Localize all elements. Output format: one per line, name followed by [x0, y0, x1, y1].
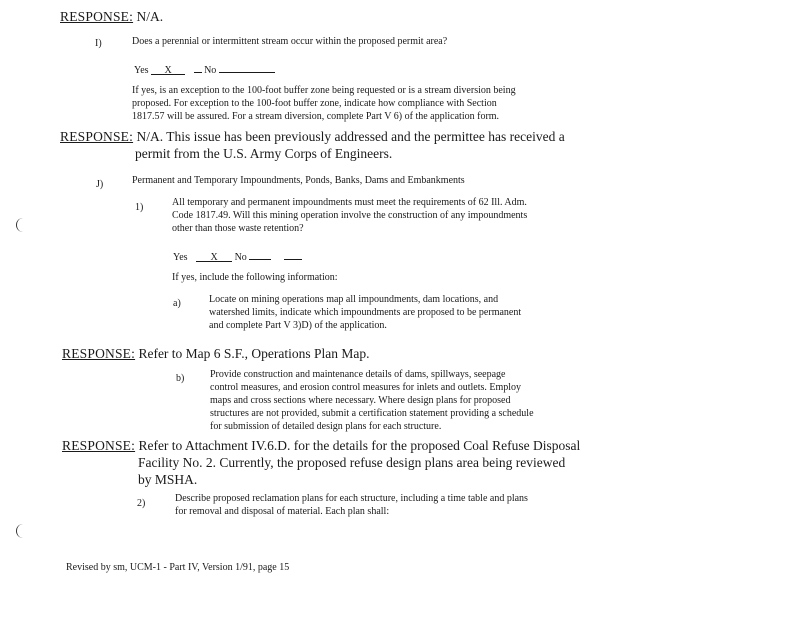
- response-line: permit from the U.S. Army Corps of Engineers.: [135, 146, 393, 161]
- response-2: [60, 128, 565, 162]
- text-line: and complete Part V 3)D) of the application.: [209, 320, 387, 331]
- response-1: [60, 8, 163, 25]
- no-label: No: [204, 65, 217, 76]
- gap-blank: [194, 62, 202, 73]
- item-j1-ifyes: If yes, include the following information:: [172, 272, 338, 283]
- text-line: for removal and disposal of material. Each plan shall:: [175, 506, 390, 517]
- item-a-text: [209, 293, 521, 332]
- yes-blank: [196, 251, 232, 262]
- no-blank-2: [284, 249, 302, 260]
- note-line: If yes, is an exception to the 100-foot buffer zone being requested or is a stream diversion being: [132, 85, 516, 96]
- yes-label: Yes: [134, 65, 149, 76]
- response-line: Facility No. 2. Currently, the proposed refuse design plans area being reviewed: [138, 455, 566, 470]
- punch-hole-mark: [16, 218, 27, 232]
- item-b-text: [210, 368, 534, 433]
- response-line: Refer to Attachment IV.6.D. for the details for the proposed Coal Refuse Disposal: [138, 438, 581, 453]
- text-line: watershed limits, indicate which impoundments are proposed to be permanent: [209, 307, 522, 318]
- text-line: All temporary and permanent impoundments must meet the requirements of 62 Ill. Adm.: [172, 197, 527, 208]
- no-label: No: [234, 252, 247, 263]
- punch-hole-mark: [16, 524, 27, 538]
- response-label: RESPONSE:: [62, 346, 136, 361]
- text-line: for submission of detailed design plans for each structure.: [210, 421, 442, 432]
- item-j1-number: 1): [135, 202, 144, 213]
- note-line: proposed. For exception to the 100-foot buffer zone, indicate how compliance with Section: [132, 98, 497, 109]
- item-2-text: [175, 492, 528, 518]
- response-text: Refer to Map 6 S.F., Operations Plan Map.: [138, 346, 370, 361]
- text-line: Code 1817.49. Will this mining operation involve the construction of any impoundments: [172, 210, 528, 221]
- text-line: structures are not provided, submit a certification statement providing a schedule: [210, 408, 534, 419]
- response-text: N/A.: [136, 9, 164, 24]
- item-i-number: I): [95, 38, 102, 49]
- item-j-title: Permanent and Temporary Impoundments, Ponds, Banks, Dams and Embankments: [132, 175, 465, 186]
- item-i-question: Does a perennial or intermittent stream occur within the proposed permit area?: [132, 36, 448, 47]
- response-line: N/A. This issue has been previously addressed and the permittee has received a: [136, 129, 565, 144]
- response-label: RESPONSE:: [62, 438, 136, 453]
- response-line: by MSHA.: [138, 472, 198, 487]
- yes-mark: X: [210, 252, 218, 263]
- item-a-number: a): [173, 298, 181, 309]
- item-i-answer: [134, 62, 275, 77]
- text-line: Provide construction and maintenance details of dams, spillways, seepage: [210, 369, 506, 380]
- text-line: other than those waste retention?: [172, 223, 304, 234]
- no-blank: [249, 249, 271, 260]
- yes-label: Yes: [173, 252, 188, 263]
- item-2-number: 2): [137, 498, 146, 509]
- item-b-number: b): [176, 373, 185, 384]
- item-j-number: J): [96, 179, 104, 190]
- yes-mark: X: [164, 65, 172, 76]
- text-line: maps and cross sections where necessary. Where design plans for proposed: [210, 395, 511, 406]
- response-label: RESPONSE:: [60, 9, 134, 24]
- page-footer: Revised by sm, UCM-1 - Part IV, Version 1/91, page 15: [66, 562, 290, 573]
- response-label: RESPONSE:: [60, 129, 134, 144]
- text-line: Locate on mining operations map all impoundments, dam locations, and: [209, 294, 499, 305]
- note-line: 1817.57 will be assured. For a stream diversion, complete Part V 6) of the application form.: [132, 111, 500, 122]
- response-4: [62, 437, 580, 488]
- text-line: control measures, and erosion control measures for inlets and outlets. Employ: [210, 382, 522, 393]
- item-j1-answer: [173, 249, 302, 264]
- response-3: [62, 345, 369, 362]
- item-i-note: [132, 84, 516, 123]
- text-line: Describe proposed reclamation plans for each structure, including a time table and plans: [175, 493, 528, 504]
- no-blank: [219, 62, 275, 73]
- yes-blank: [151, 64, 185, 75]
- item-j1-text: [172, 196, 527, 235]
